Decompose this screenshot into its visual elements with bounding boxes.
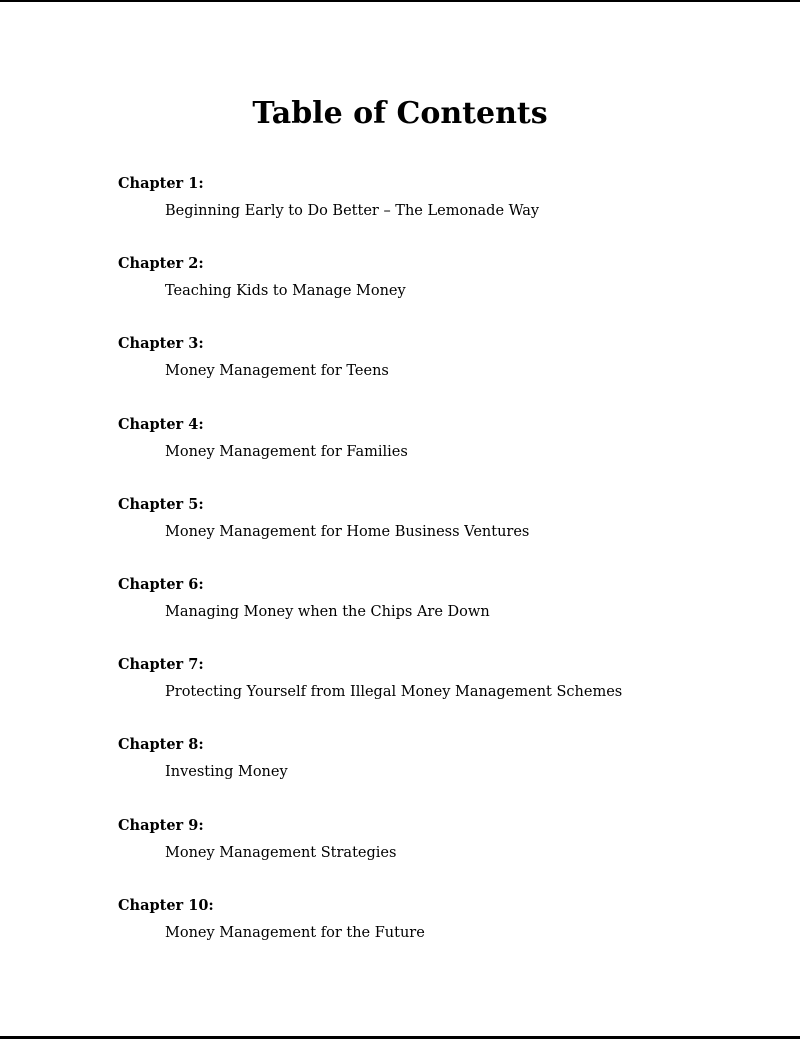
chapter-title: Money Management Strategies (165, 844, 397, 861)
chapter-title: Money Management for Home Business Ventures (165, 523, 530, 540)
toc-entry-chapter-8 (118, 734, 738, 814)
bottom-border-rule (0, 1036, 800, 1039)
chapter-label: Chapter 5: (118, 495, 204, 513)
page-title: Table of Contents (252, 96, 548, 131)
chapter-title: Teaching Kids to Manage Money (165, 283, 406, 300)
toc-entry-chapter-3 (118, 333, 738, 413)
chapter-title: Protecting Yourself from Illegal Money Management Schemes (165, 684, 623, 701)
toc-entry-chapter-1 (118, 173, 738, 253)
toc-entry-chapter-2 (118, 253, 738, 333)
toc-entry-chapter-4 (118, 414, 738, 494)
chapter-label: Chapter 2: (118, 255, 204, 273)
chapter-label: Chapter 8: (118, 736, 204, 754)
chapter-label: Chapter 6: (118, 575, 204, 593)
chapter-title: Investing Money (165, 764, 288, 781)
chapter-title: Managing Money when the Chips Are Down (165, 603, 490, 620)
toc-entry-chapter-5 (118, 494, 738, 574)
chapter-title: Money Management for Teens (165, 363, 389, 380)
toc-entry-chapter-7 (118, 654, 738, 734)
chapter-title: Beginning Early to Do Better – The Lemonade Way (165, 203, 540, 219)
chapter-label: Chapter 7: (118, 656, 204, 674)
chapter-label: Chapter 3: (118, 335, 204, 353)
table-of-contents (118, 173, 738, 975)
chapter-title: Money Management for the Future (165, 924, 425, 941)
chapter-label: Chapter 9: (118, 816, 204, 834)
chapter-title: Money Management for Families (165, 443, 408, 460)
toc-entry-chapter-10 (118, 895, 738, 975)
top-border-rule (0, 0, 800, 2)
chapter-label: Chapter 10: (118, 896, 214, 914)
chapter-label: Chapter 1: (118, 175, 204, 192)
toc-entry-chapter-9 (118, 815, 738, 895)
chapter-label: Chapter 4: (118, 415, 204, 433)
toc-entry-chapter-6 (118, 574, 738, 654)
